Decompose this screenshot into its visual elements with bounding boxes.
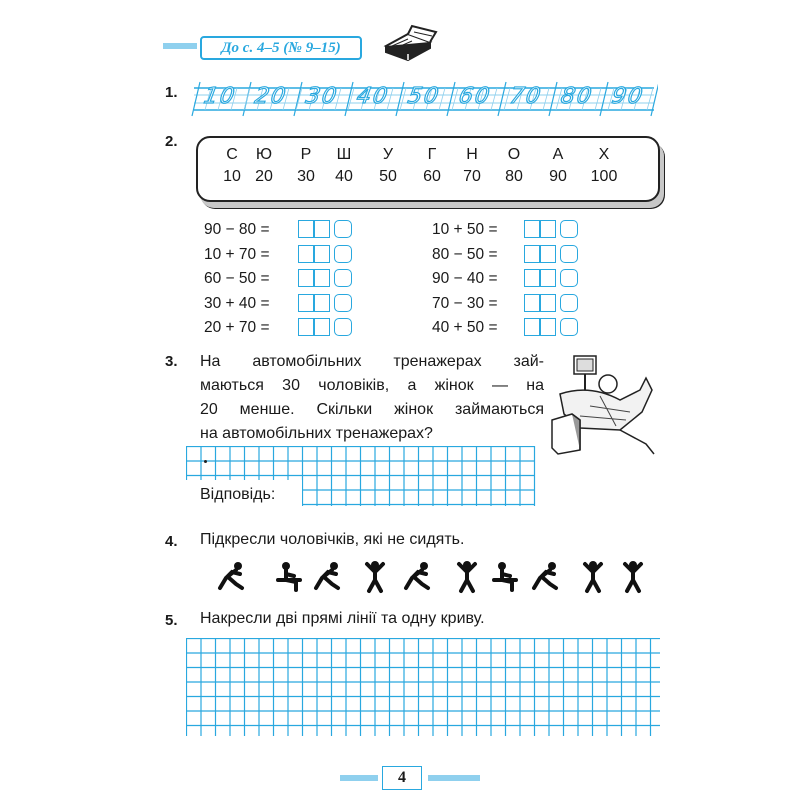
answer-digit-box[interactable] [540, 220, 556, 238]
dot-mark [204, 460, 207, 463]
cipher-letter: С [226, 146, 238, 163]
cipher-table [196, 136, 660, 202]
equation: 30 + 40 = [204, 294, 270, 312]
figure-standing-icon[interactable] [452, 560, 484, 594]
copybook-number: 40 [354, 84, 392, 109]
cipher-value: 40 [335, 168, 353, 185]
cipher-value: 50 [379, 168, 397, 185]
cipher-letter: А [552, 146, 564, 163]
equation: 10 + 70 = [204, 245, 270, 263]
cipher-letter: Г [427, 146, 437, 163]
cipher-value: 60 [423, 168, 441, 185]
cipher-value: 100 [590, 168, 618, 185]
answer-digit-box[interactable] [314, 245, 330, 263]
task-3-number: 3. [165, 353, 178, 370]
answer-digit-box[interactable] [314, 220, 330, 238]
book-icon [382, 22, 442, 64]
copybook-number: 20 [252, 84, 290, 109]
answer-digit-box[interactable] [314, 294, 330, 312]
task-4-text: Підкресли чоловічків, які не сидять. [200, 531, 465, 548]
equation: 90 − 40 = [432, 270, 498, 287]
answer-digit-box[interactable] [524, 294, 540, 312]
answer-digit-box[interactable] [524, 220, 540, 238]
answer-digit-box[interactable] [314, 269, 330, 287]
copybook-number: 80 [558, 84, 596, 109]
figure-sitting-icon[interactable] [488, 560, 520, 594]
answer-letter-box[interactable] [560, 245, 578, 263]
task-1-number: 1. [165, 84, 178, 101]
answer-digit-box[interactable] [298, 269, 314, 287]
equation: 20 + 70 = [204, 319, 270, 336]
footer-bar-right [428, 775, 480, 781]
copybook-number: 70 [507, 84, 545, 109]
figure-standing-icon[interactable] [578, 560, 610, 594]
section-title: До с. 4–5 (№ 9–15) [200, 36, 362, 60]
figure-standing-icon[interactable] [360, 560, 392, 594]
answer-digit-box[interactable] [540, 294, 556, 312]
cipher-value: 70 [463, 168, 481, 185]
answer-letter-box[interactable] [334, 269, 352, 287]
answer-digit-box[interactable] [298, 294, 314, 312]
cipher-value: 90 [549, 168, 567, 185]
equation: 40 + 50 = [432, 319, 498, 336]
answer-digit-box[interactable] [524, 318, 540, 336]
answer-digit-box[interactable] [540, 245, 556, 263]
task-3-line: маються 30 чоловіків, а жінок — на [200, 377, 544, 394]
cipher-letter: Ю [255, 146, 273, 163]
figure-crawling-icon[interactable] [216, 560, 248, 594]
equation: 80 − 50 = [432, 245, 498, 263]
figure-crawling-icon[interactable] [312, 560, 344, 594]
task-3-text [200, 350, 544, 446]
answer-digit-box[interactable] [298, 318, 314, 336]
copybook-number: 10 [201, 84, 239, 109]
cipher-value: 20 [255, 168, 273, 185]
equation: 60 − 50 = [204, 270, 270, 287]
cipher-letter: Н [466, 146, 478, 163]
answer-letter-box[interactable] [334, 245, 352, 263]
task-5-text: Накресли дві прямі лінії та одну криву. [200, 610, 485, 627]
answer-letter-box[interactable] [560, 269, 578, 287]
cipher-letter: Р [300, 146, 312, 163]
task-3-line: на автомобільних тренажерах? [200, 425, 433, 442]
cipher-letter: Ш [336, 146, 352, 163]
footer-bar-left [340, 775, 378, 781]
equation: 70 − 30 = [432, 294, 498, 312]
cipher-value: 80 [505, 168, 523, 185]
task-3-line: На автомобільних тренажерах зай- [200, 353, 544, 370]
figure-crawling-icon[interactable] [530, 560, 562, 594]
task-4-number: 4. [165, 533, 178, 550]
answer-letter-box[interactable] [334, 318, 352, 336]
equation: 90 − 80 = [204, 221, 270, 238]
answer-digit-box[interactable] [540, 269, 556, 287]
answer-digit-box[interactable] [524, 245, 540, 263]
cipher-letter: Х [598, 146, 610, 163]
answer-digit-box[interactable] [540, 318, 556, 336]
answer-digit-box[interactable] [298, 245, 314, 263]
page-number: 4 [382, 766, 422, 790]
copybook-number: 60 [456, 84, 494, 109]
answer-digit-box[interactable] [298, 220, 314, 238]
equation: 10 + 50 = [432, 221, 498, 238]
drawing-grid[interactable] [186, 638, 660, 738]
cipher-letter: О [507, 146, 521, 163]
answer-letter-box[interactable] [560, 294, 578, 312]
answer-label: Відповідь: [200, 486, 276, 503]
answer-digit-box[interactable] [314, 318, 330, 336]
answer-letter-box[interactable] [334, 294, 352, 312]
header-bar-left [163, 43, 197, 49]
exercise-machine-illustration [550, 350, 660, 460]
answer-digit-box[interactable] [524, 269, 540, 287]
task-3-line: 20 менше. Скільки жінок займаються [200, 401, 544, 418]
answer-letter-box[interactable] [334, 220, 352, 238]
task-2-number: 2. [165, 133, 178, 150]
figure-crawling-icon[interactable] [402, 560, 434, 594]
answer-letter-box[interactable] [560, 318, 578, 336]
figure-sitting-icon[interactable] [272, 560, 304, 594]
copybook-number: 50 [405, 84, 443, 109]
answer-letter-box[interactable] [560, 220, 578, 238]
figure-standing-icon[interactable] [618, 560, 650, 594]
task-5-number: 5. [165, 612, 178, 629]
copybook-number: 90 [609, 84, 647, 109]
cipher-value: 30 [297, 168, 315, 185]
cipher-value: 10 [223, 168, 241, 185]
copybook-number: 30 [303, 84, 341, 109]
cipher-letter: У [382, 146, 394, 163]
